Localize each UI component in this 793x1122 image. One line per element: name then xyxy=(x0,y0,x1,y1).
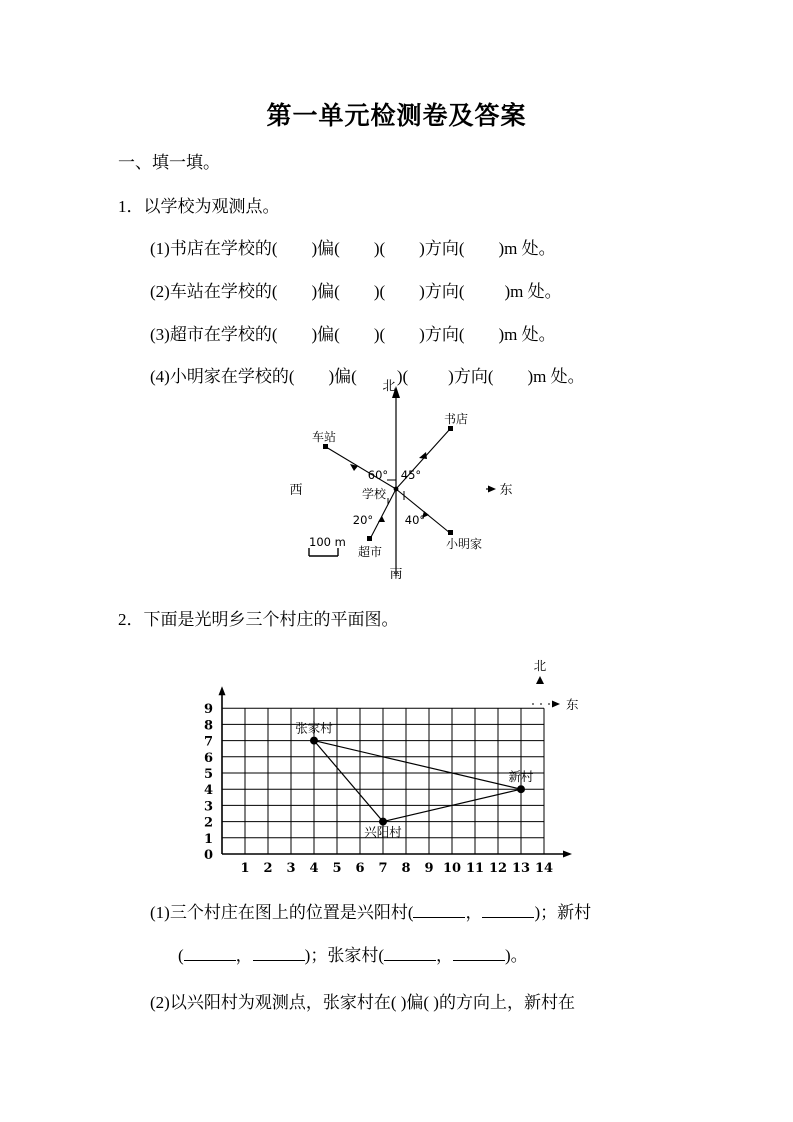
chart-connection-lines xyxy=(314,741,521,822)
sub1-l2-e: )。 xyxy=(505,946,528,965)
y-axis-arrow-head xyxy=(219,686,226,695)
item-4-label: (4) xyxy=(150,367,170,386)
question-2-sub-2: (2)以兴阳村为观测点，张家村在( )偏( )的方向上，新村在 xyxy=(150,993,575,1012)
x-tick-label: 11 xyxy=(465,861,485,876)
question-2-stem xyxy=(118,605,399,630)
question-1-item-1 xyxy=(150,234,556,259)
label-xiaoming-home: 小明家 xyxy=(445,537,483,551)
item-4-d: )方向( xyxy=(448,367,494,386)
sub1-l2-a: ( xyxy=(178,946,184,965)
item-2-b: )偏( xyxy=(311,282,340,301)
question-2-number: 2． xyxy=(118,610,144,629)
question-2-text: 下面是光明乡三个村庄的平面图。 xyxy=(143,610,399,629)
item-2-c: )( xyxy=(373,282,386,301)
angle-supermarket: 20° xyxy=(352,513,374,527)
village-connection-line xyxy=(314,741,383,822)
item-4-e: )m 处。 xyxy=(527,367,585,386)
label-station: 车站 xyxy=(311,430,337,444)
sub1-l2-b: ， xyxy=(235,946,253,965)
compass-diagram xyxy=(278,376,528,581)
answer-blank[interactable] xyxy=(453,946,505,961)
item-2-e: )m 处。 xyxy=(504,282,562,301)
ray-supermarket-midarrow xyxy=(378,516,385,522)
item-3-a: 超市在学校的( xyxy=(169,325,278,344)
item-2-label: (2) xyxy=(150,282,170,301)
bookstore-point xyxy=(448,426,453,431)
y-tick-label: 7 xyxy=(203,734,213,750)
x-tick-label: 7 xyxy=(378,861,388,876)
sub1-comma: ， xyxy=(465,903,483,922)
question-1-stem xyxy=(118,192,280,217)
item-1-d: )方向( xyxy=(419,239,465,258)
item-4-a: 小明家在学校的( xyxy=(169,367,295,386)
label-bookstore: 书店 xyxy=(443,412,469,426)
item-3-d: )方向( xyxy=(419,325,465,344)
village-grid-chart xyxy=(188,648,608,888)
item-2-d: )方向( xyxy=(419,282,465,301)
question-1-item-3 xyxy=(150,320,556,345)
y-tick-label: 1 xyxy=(203,831,213,847)
item-1-b: )偏( xyxy=(311,239,340,258)
x-tick-label: 5 xyxy=(332,861,342,876)
x-tick-label: 3 xyxy=(286,861,296,876)
answer-blank[interactable] xyxy=(482,903,534,918)
x-tick-label: 1 xyxy=(240,861,250,876)
y-tick-label: 5 xyxy=(203,767,213,782)
y-tick-label: 8 xyxy=(203,718,213,734)
village-point[interactable] xyxy=(517,785,525,793)
village-point[interactable] xyxy=(310,737,318,745)
x-tick-label: 12 xyxy=(488,861,508,876)
sub1-text-a: (1)三个村庄在图上的位置是兴阳村( xyxy=(150,903,414,922)
y-tick-label: 4 xyxy=(203,783,213,799)
y-tick-label: 3 xyxy=(203,799,213,815)
label-west: 西 xyxy=(289,483,303,498)
label-school: 学校 xyxy=(361,487,387,501)
answer-blank[interactable] xyxy=(253,946,305,961)
sub1-text-b: )；新村 xyxy=(534,903,592,922)
chart-east-label: 东 xyxy=(566,697,579,712)
supermarket-point xyxy=(367,536,372,541)
sub1-l2-d: ， xyxy=(436,946,453,965)
label-east: 东 xyxy=(499,483,513,498)
question-2-sub-1-line-2 xyxy=(178,941,528,966)
x-tick-label: 13 xyxy=(511,861,531,876)
label-north: 北 xyxy=(382,379,396,394)
east-arrow-head xyxy=(488,486,496,493)
item-1-label: (1) xyxy=(150,239,170,258)
page-title: 第一单元检测卷及答案 xyxy=(266,101,527,130)
item-2-a: 车站在学校的( xyxy=(169,282,278,301)
x-axis-arrow-head xyxy=(563,851,572,858)
question-1-item-2 xyxy=(150,277,562,302)
angle-bookstore: 45° xyxy=(400,468,422,482)
item-3-label: (3) xyxy=(150,325,170,344)
scale-label: 100 m xyxy=(309,535,346,549)
chart-east-arrow-icon xyxy=(552,701,560,708)
y-tick-label: 6 xyxy=(203,750,213,766)
item-1-a: 书店在学校的( xyxy=(169,239,278,258)
answer-blank[interactable] xyxy=(184,946,236,961)
item-1-e: )m 处。 xyxy=(498,239,556,258)
school-origin-point xyxy=(394,487,399,492)
answer-blank[interactable] xyxy=(413,903,465,918)
x-tick-label: 2 xyxy=(263,861,273,876)
item-3-e: )m 处。 xyxy=(498,325,556,344)
village-label: 张家村 xyxy=(295,720,333,736)
x-tick-label: 4 xyxy=(309,861,319,876)
x-tick-label: 9 xyxy=(424,861,434,876)
angle-station: 60° xyxy=(367,468,389,482)
chart-north-arrow-icon xyxy=(536,676,544,684)
item-4-b: )偏( xyxy=(328,367,357,386)
x-tick-label: 6 xyxy=(355,861,365,876)
item-3-c: )( xyxy=(373,325,386,344)
village-connection-line xyxy=(314,741,521,790)
y-tick-label: 2 xyxy=(203,815,213,831)
village-label: 兴阳村 xyxy=(364,824,402,840)
x-tick-label: 8 xyxy=(401,861,411,876)
y-tick-label: 0 xyxy=(203,848,213,863)
chart-compass xyxy=(532,658,579,712)
question-2-sub-1-line-1 xyxy=(150,898,591,923)
section-heading-one: 一、填一填。 xyxy=(118,153,220,172)
question-1-text: 以学校为观测点。 xyxy=(143,197,280,216)
station-point xyxy=(323,444,328,449)
item-3-b: )偏( xyxy=(311,325,340,344)
question-1-number: 1． xyxy=(118,197,144,216)
sub1-l2-c: )；张家村( xyxy=(304,946,384,965)
item-4-c: )( xyxy=(396,367,409,386)
item-1-c: )( xyxy=(373,239,386,258)
xiaoming-home-point xyxy=(448,530,453,535)
ray-bookstore-midarrow xyxy=(419,452,427,459)
x-tick-label: 10 xyxy=(442,861,462,876)
label-south: 南 xyxy=(389,567,403,581)
y-tick-label: 9 xyxy=(203,702,213,718)
answer-blank[interactable] xyxy=(384,946,436,961)
x-tick-label: 14 xyxy=(534,861,554,876)
village-label: 新村 xyxy=(508,769,534,785)
chart-north-label: 北 xyxy=(533,658,547,673)
angle-xiaoming-home: 40° xyxy=(404,513,426,527)
label-supermarket: 超市 xyxy=(357,545,383,559)
